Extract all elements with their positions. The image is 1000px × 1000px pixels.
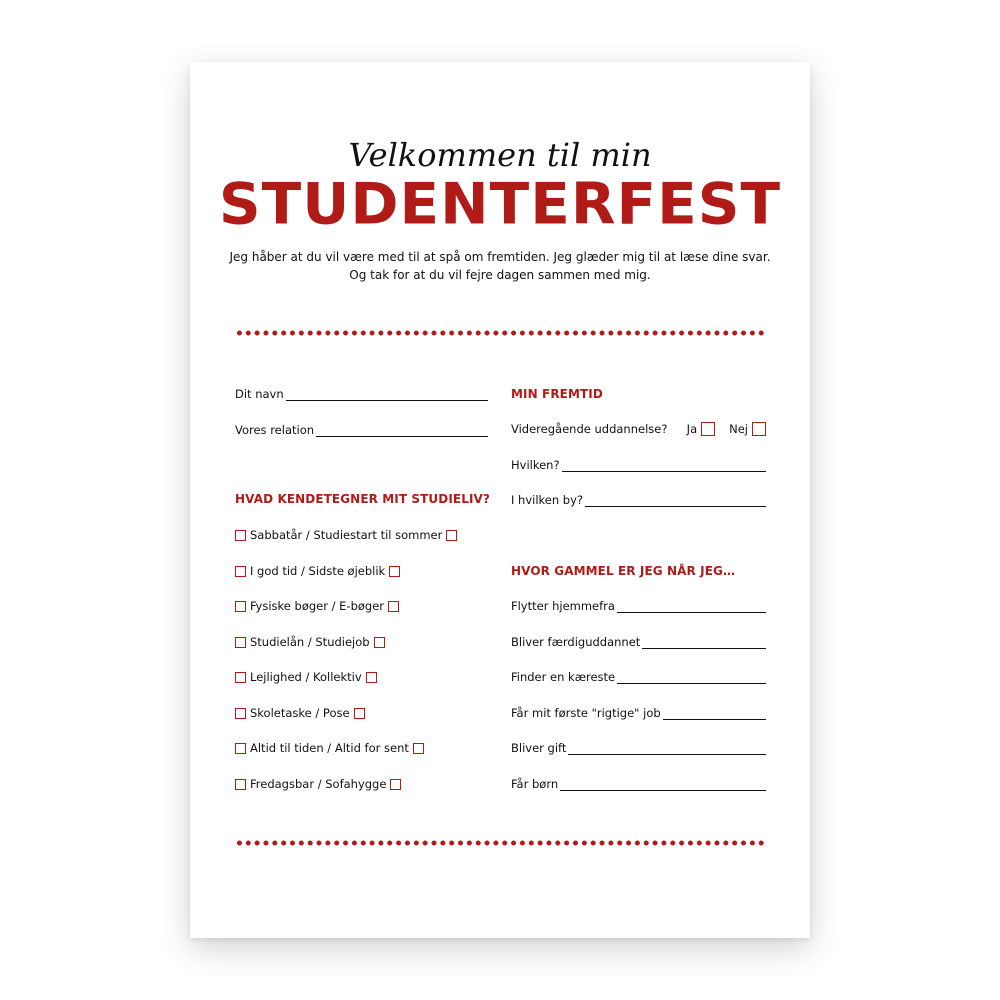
option-row-6 bbox=[235, 741, 424, 755]
option-right-checkbox[interactable] bbox=[389, 566, 400, 577]
age-line[interactable] bbox=[617, 600, 766, 613]
option-right-checkbox[interactable] bbox=[354, 708, 365, 719]
option-left-checkbox[interactable] bbox=[235, 530, 246, 541]
option-right-checkbox[interactable] bbox=[388, 601, 399, 612]
option-row-5 bbox=[235, 706, 365, 720]
no-label: Nej bbox=[729, 422, 748, 436]
option-left-checkbox[interactable] bbox=[235, 672, 246, 683]
age-label: Får børn bbox=[511, 777, 559, 791]
age-line[interactable] bbox=[560, 778, 766, 791]
yes-checkbox[interactable] bbox=[701, 422, 715, 436]
age-field[interactable] bbox=[511, 777, 766, 791]
relation-field[interactable] bbox=[235, 423, 488, 437]
option-right-checkbox[interactable] bbox=[390, 779, 401, 790]
intro-line-2: Og tak for at du vil fejre dagen sammen med mig. bbox=[349, 268, 651, 282]
name-field[interactable] bbox=[235, 387, 488, 401]
age-field[interactable] bbox=[511, 635, 766, 649]
main-title: STUDENTERFEST bbox=[218, 170, 782, 238]
name-line[interactable] bbox=[286, 388, 488, 401]
option-right-checkbox[interactable] bbox=[366, 672, 377, 683]
option-label: Altid til tiden / Altid for sent bbox=[250, 741, 409, 755]
option-row-0 bbox=[235, 528, 457, 542]
age-label: Får mit første "rigtige" job bbox=[511, 706, 661, 720]
option-left-checkbox[interactable] bbox=[235, 566, 246, 577]
age-label: Bliver gift bbox=[511, 741, 567, 755]
option-left-checkbox[interactable] bbox=[235, 601, 246, 612]
welcome-script-title: Velkommen til min bbox=[348, 136, 652, 174]
city-line[interactable] bbox=[585, 494, 766, 507]
option-row-3 bbox=[235, 635, 385, 649]
option-right-checkbox[interactable] bbox=[374, 637, 385, 648]
option-left-checkbox[interactable] bbox=[235, 637, 246, 648]
which-field[interactable] bbox=[511, 458, 766, 472]
relation-label: Vores relation bbox=[235, 423, 315, 437]
option-label: Fredagsbar / Sofahygge bbox=[250, 777, 387, 791]
option-label: Sabbatår / Studiestart til sommer bbox=[250, 528, 443, 542]
bottom-dotted-divider bbox=[235, 840, 766, 846]
age-line[interactable] bbox=[617, 671, 766, 684]
option-label: Studielån / Studiejob bbox=[250, 635, 370, 649]
yes-label: Ja bbox=[686, 422, 698, 436]
future-heading: MIN FREMTID bbox=[511, 387, 603, 401]
age-line[interactable] bbox=[663, 707, 766, 720]
city-field[interactable] bbox=[511, 493, 766, 507]
name-label: Dit navn bbox=[235, 387, 284, 401]
further-education-label: Videregående uddannelse? bbox=[511, 422, 668, 436]
age-line[interactable] bbox=[642, 636, 766, 649]
which-line[interactable] bbox=[562, 459, 766, 472]
age-label: Finder en kæreste bbox=[511, 670, 616, 684]
option-label: Skoletaske / Pose bbox=[250, 706, 350, 720]
option-label: Lejlighed / Kollektiv bbox=[250, 670, 362, 684]
option-row-2 bbox=[235, 599, 399, 613]
age-field[interactable] bbox=[511, 670, 766, 684]
option-label: I god tid / Sidste øjeblik bbox=[250, 564, 386, 578]
invitation-sheet bbox=[190, 62, 810, 938]
which-label: Hvilken? bbox=[511, 458, 560, 472]
age-label: Bliver færdiguddannet bbox=[511, 635, 641, 649]
option-row-4 bbox=[235, 670, 377, 684]
age-label: Flytter hjemmefra bbox=[511, 599, 615, 613]
age-field[interactable] bbox=[511, 706, 766, 720]
city-label: I hvilken by? bbox=[511, 493, 584, 507]
intro-line-1: Jeg håber at du vil være med til at spå om fremtiden. Jeg glæder mig til at læse dine svar. bbox=[229, 250, 771, 264]
studielife-heading: HVAD KENDETEGNER MIT STUDIELIV? bbox=[235, 492, 490, 506]
age-field[interactable] bbox=[511, 599, 766, 613]
option-row-7 bbox=[235, 777, 401, 791]
option-right-checkbox[interactable] bbox=[446, 530, 457, 541]
option-right-checkbox[interactable] bbox=[413, 743, 424, 754]
age-field[interactable] bbox=[511, 741, 766, 755]
age-line[interactable] bbox=[568, 742, 766, 755]
relation-line[interactable] bbox=[316, 424, 488, 437]
option-row-1 bbox=[235, 564, 400, 578]
age-heading: HVOR GAMMEL ER JEG NÅR JEG… bbox=[511, 564, 736, 578]
further-education-row bbox=[511, 422, 766, 436]
option-left-checkbox[interactable] bbox=[235, 743, 246, 754]
option-left-checkbox[interactable] bbox=[235, 708, 246, 719]
option-label: Fysiske bøger / E-bøger bbox=[250, 599, 385, 613]
no-checkbox[interactable] bbox=[752, 422, 766, 436]
option-left-checkbox[interactable] bbox=[235, 779, 246, 790]
intro-text bbox=[190, 248, 810, 284]
top-dotted-divider bbox=[235, 330, 766, 336]
